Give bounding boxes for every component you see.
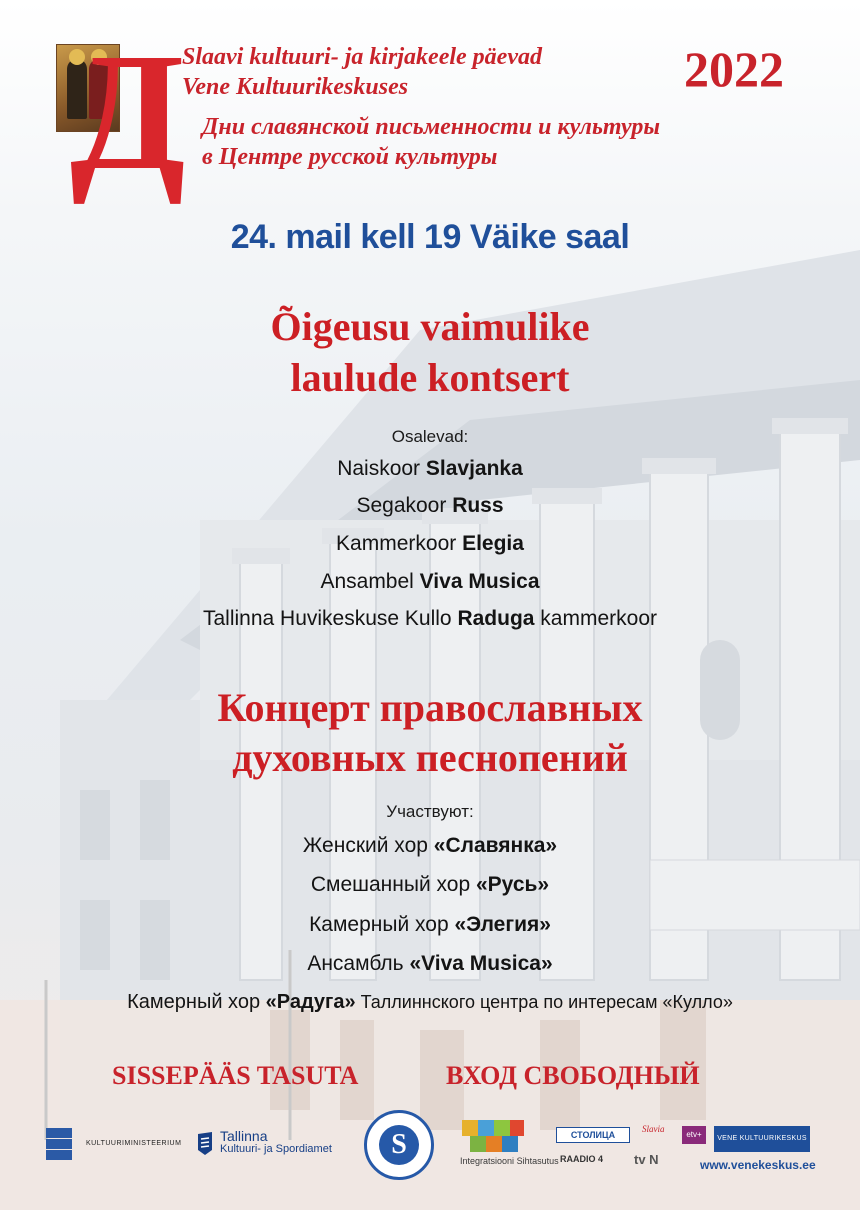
raadio4-logo: RAADIO 4 [560, 1154, 604, 1164]
tallinn-logo-line2: Kultuuri- ja Spordiamet [220, 1142, 332, 1155]
free-admission-estonian: SISSEPÄÄS TASUTA [112, 1061, 359, 1090]
concert-title-russian-line1: Концерт православных [217, 685, 643, 730]
festival-header [0, 0, 860, 205]
list-item: Segakoor Russ [356, 494, 504, 517]
concert-title-russian-line2: духовных песнопений [232, 735, 628, 780]
list-item: Ансамбль «Viva Musica» [307, 952, 553, 975]
estonian-coat-of-arms-icon [46, 1128, 72, 1160]
decorative-initial-letter: Д [70, 19, 186, 205]
slavia-logo: Slavia [642, 1124, 665, 1134]
ministry-logo-text: KULTUURIMINISTEERIUM [86, 1140, 182, 1147]
sponsor-logos-bar [0, 1110, 860, 1190]
list-item: Tallinna Huvikeskuse Kullo Raduga kammerkoor [202, 607, 657, 630]
venue-russian: в Центре русской культуры [202, 144, 498, 170]
slavic-society-circle-logo [364, 1110, 434, 1180]
festival-name-russian: Дни славянской письменности и культуры [202, 114, 660, 140]
concert-title-estonian-line2: laulude kontsert [290, 355, 570, 400]
list-item: Камерный хор «Элегия» [309, 913, 551, 936]
participants-label-estonian: Osalevad: [391, 427, 469, 446]
event-datetime: 24. mail kell 19 Väike saal [230, 218, 630, 256]
integration-foundation-logo [460, 1156, 559, 1166]
list-item: Камерный хор «Радуга» Таллиннского центра по интересам «Кулло» [127, 991, 733, 1013]
website-link[interactable]: www.venekeskus.ee [700, 1158, 816, 1172]
puzzle-logo-icon [460, 1118, 526, 1156]
list-item: Смешанный хор «Русь» [310, 873, 550, 896]
list-item: Naiskoor Slavjanka [337, 457, 523, 480]
concert-title-estonian-line1: Õigeusu vaimulike [270, 304, 590, 349]
participants-label-russian: Участвуют: [386, 802, 474, 821]
list-item: Kammerkoor Elegia [336, 532, 524, 555]
free-admission-russian: ВХОД СВОБОДНЫЙ [446, 1061, 700, 1090]
circle-logo-letter: S [379, 1125, 419, 1165]
venue-estonian: Vene Kultuurikeskuses [182, 74, 409, 100]
vene-kultuurikeskus-logo: VENE KULTUURIKESKUS [714, 1126, 810, 1152]
integration-logo-line1: Integratsiooni [460, 1156, 515, 1166]
tallinn-logo-icon [196, 1130, 214, 1156]
tallinn-logo-line1: Tallinna [220, 1128, 268, 1144]
list-item: Ansambel Viva Musica [320, 570, 540, 593]
integration-logo-line2: Sihtasutus [516, 1156, 559, 1166]
festival-year: 2022 [684, 41, 784, 97]
festival-name-estonian: Slaavi kultuuri- ja kirjakeele päevad [182, 44, 542, 70]
tallinn-culture-sport-logo [220, 1129, 332, 1155]
etv-plus-logo: etv+ [682, 1126, 706, 1144]
tvn-logo: tv N [634, 1152, 659, 1167]
list-item: Женский хор «Славянка» [302, 834, 558, 857]
stolica-logo: СТОЛИЦА [556, 1127, 630, 1143]
